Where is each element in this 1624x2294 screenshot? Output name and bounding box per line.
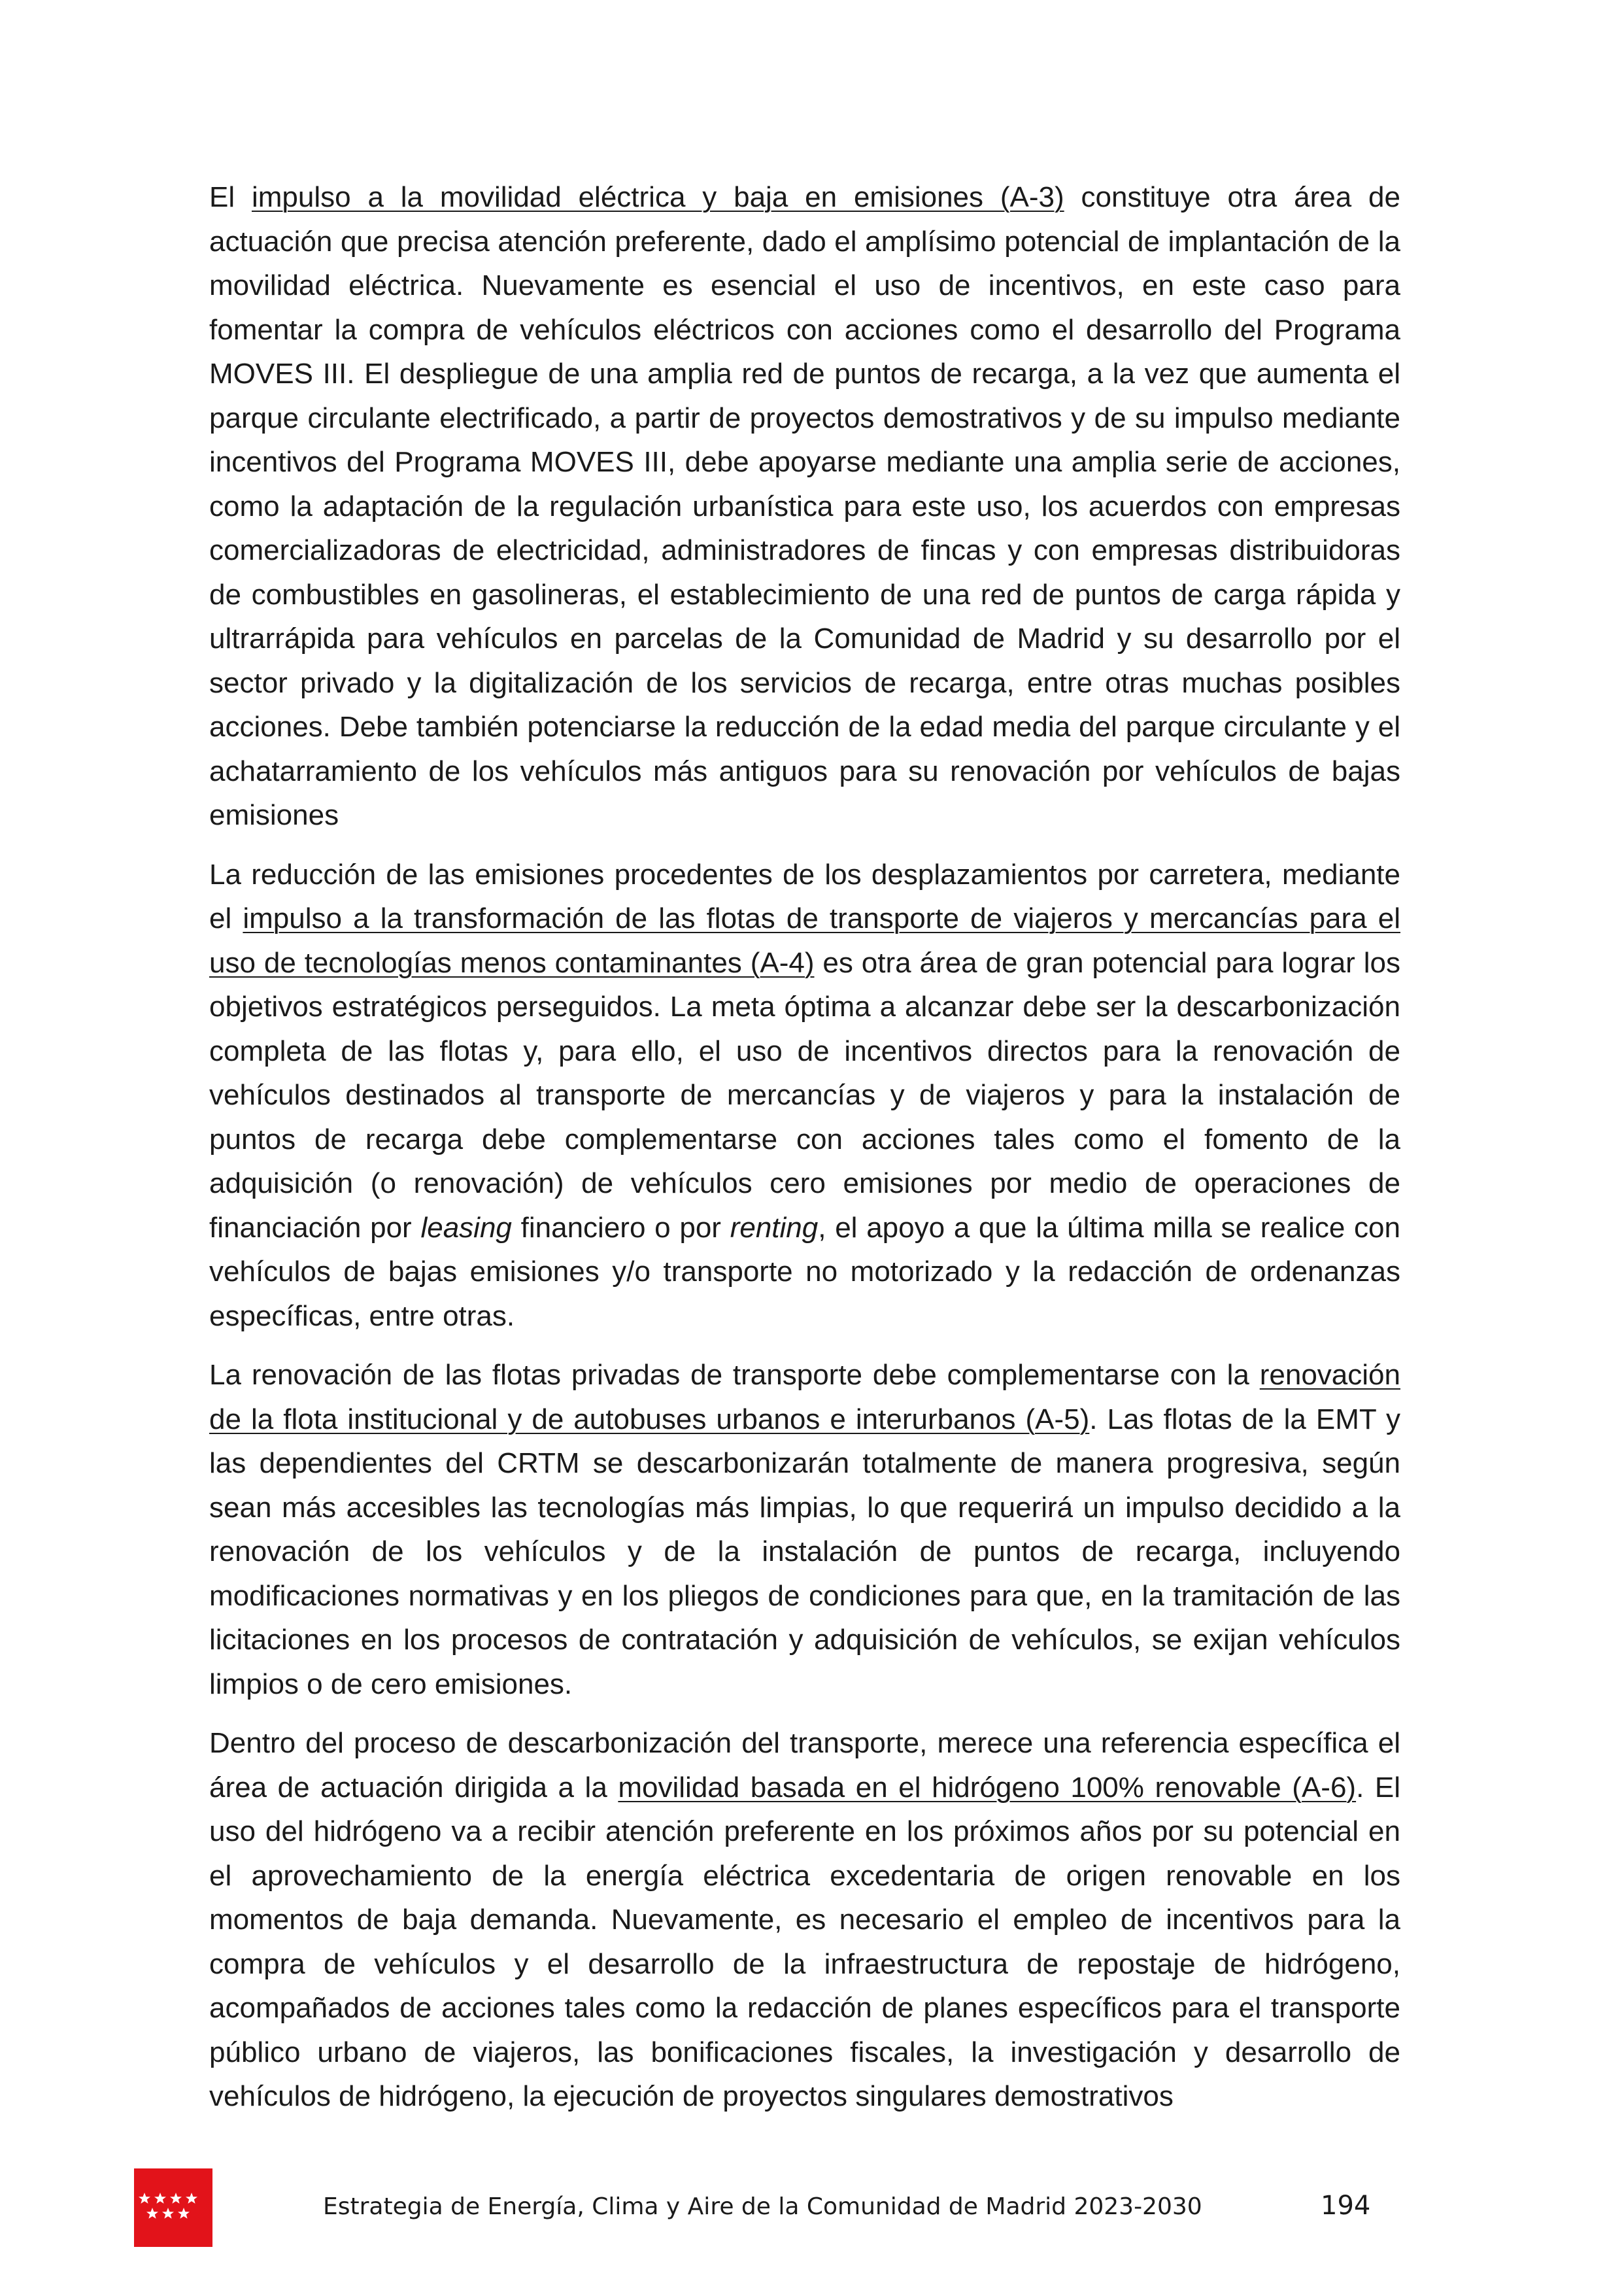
italic-term-leasing: leasing <box>420 1211 512 1244</box>
paragraph-text: El <box>209 181 252 213</box>
italic-term-renting: renting <box>730 1211 819 1244</box>
paragraph-text: financiero o por <box>511 1211 730 1244</box>
paragraph-text: La reducción de las emisiones procedentes de los desplazamientos por carretera, mediante el <box>209 858 1400 934</box>
stars-icon <box>134 2168 212 2247</box>
paragraph-text: . Las flotas de la EMT y las dependientes del CRTM se descarbonizarán totalmente de manera progresiva, según sean más accesibles las tecnologías más limpias, lo que requerirá un impulso decidido a la renovación de los vehículos y de la instalación de puntos de recarga, incluyendo modificaciones normativas y en los pliegos de condiciones para que, en la tramitación de las licitaciones en los procesos de contratación y adquisición de vehículos, se exijan vehículos limpios o de cero emisiones. <box>209 1403 1400 1700</box>
section-reference-a4: impulso a la transformación de las flotas de transporte de viajeros y mercancías para el uso de tecnologías menos contaminantes (A-4) <box>209 902 1400 979</box>
paragraph-a3 <box>209 175 1400 838</box>
paragraph-a6 <box>209 1721 1400 2119</box>
body-text <box>209 175 1400 2134</box>
paragraph-a4 <box>209 853 1400 1339</box>
paragraph-a5 <box>209 1353 1400 1706</box>
page-footer <box>134 2168 1494 2247</box>
document-title: Estrategia de Energía, Clima y Aire de la Comunidad de Madrid 2023-2030 <box>323 2193 1202 2220</box>
paragraph-text: constituye otra área de actuación que precisa atención preferente, dado el amplísimo potencial de implantación de la movilidad eléctrica. Nuevamente es esencial el uso de incentivos, en este caso para fomentar la compra de vehículos eléctricos con acciones como el desarrollo del Programa MOVES III. El despliegue de una amplia red de puntos de recarga, a la vez que aumenta el parque circulante electrificado, a partir de proyectos demostrativos y de su impulso mediante incentivos del Programa MOVES III, debe apoyarse mediante una amplia serie de acciones, como la adaptación de la regulación urbanística para este uso, los acuerdos con empresas comercializadoras de electricidad, administradores de fincas y con empresas distribuidoras de combustibles en gasolineras, el establecimiento de una red de puntos de carga rápida y ultrarrápida para vehículos en parcelas de la Comunidad de Madrid y su desarrollo por el sector privado y la digitalización de los servicios de recarga, entre otras muchas posibles acciones. Debe también potenciarse la reducción de la edad media del parque circulante y el achatarramiento de los vehículos más antiguos para su renovación por vehículos de bajas emisiones <box>209 181 1400 831</box>
section-reference-a6: movilidad basada en el hidrógeno 100% renovable (A-6) <box>618 1771 1357 1804</box>
section-reference-a3: impulso a la movilidad eléctrica y baja en emisiones (A-3) <box>251 181 1064 213</box>
comunidad-madrid-logo <box>134 2168 212 2247</box>
paragraph-text: . El uso del hidrógeno va a recibir atención preferente en los próximos años por su potencial en el aprovechamiento de la energía eléctrica excedentaria de origen renovable en los momentos de baja demanda. Nuevamente, es necesario el empleo de incentivos para la compra de vehículos y el desarrollo de la infraestructura de repostaje de hidrógeno, acompañados de acciones tales como la redacción de planes específicos para el transporte público urbano de viajeros, las bonificaciones fiscales, la investigación y desarrollo de vehículos de hidrógeno, la ejecución de proyectos singulares demostrativos <box>209 1771 1400 2112</box>
paragraph-text: es otra área de gran potencial para lograr los objetivos estratégicos perseguidos. La meta óptima a alcanzar debe ser la descarbonización completa de las flotas y, para ello, el uso de incentivos directos para la renovación de vehículos destinados al transporte de mercancías y de viajeros y para la instalación de puntos de recarga debe complementarse con acciones tales como el fomento de la adquisición (o renovación) de vehículos cero emisiones por medio de operaciones de financiación por <box>209 946 1400 1244</box>
page-number: 194 <box>1321 2191 1371 2221</box>
paragraph-text: Dentro del proceso de descarbonización del transporte, merece una referencia específica el área de actuación dirigida a la <box>209 1727 1400 1804</box>
paragraph-text: La renovación de las flotas privadas de transporte debe complementarse con la <box>209 1359 1260 1391</box>
section-reference-a5: renovación de la flota institucional y de autobuses urbanos e interurbanos (A-5) <box>209 1359 1400 1435</box>
paragraph-text: , el apoyo a que la última milla se realice con vehículos de bajas emisiones y/o transporte no motorizado y la redacción de ordenanzas específicas, entre otras. <box>209 1211 1400 1332</box>
